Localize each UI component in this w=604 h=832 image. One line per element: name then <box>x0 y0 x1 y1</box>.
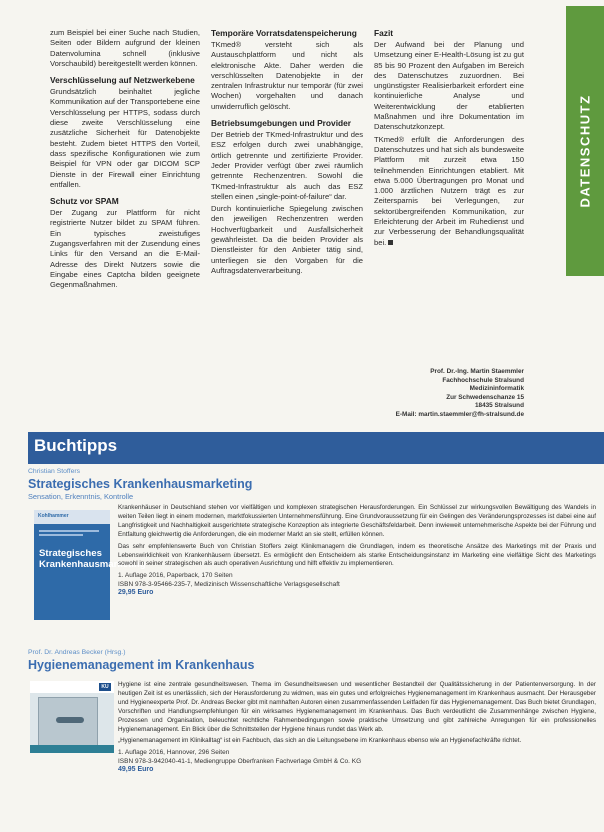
book-description <box>118 681 596 775</box>
book-tips-section <box>0 432 604 832</box>
section-text-encryption: Grundsätzlich beinhaltet jegliche Kommunikation auf der Transportebene eine Verschlüsselung per HTTPS, sodass durch diese zweite Verschlüsselung eine zusätzliche Sicherheit für Datenobjekte besteht. Zudem bietet HTTPS den Vorteil, dass spezifische Konfigurationen wie zum Beispiel für VPN oder gar DICOM SCP Dienste in der Firewall einer Einrichtung entfallen. <box>50 87 200 189</box>
book-cover-image <box>30 681 114 753</box>
section-heading-spam: Schutz vor SPAM <box>50 196 119 207</box>
book-meta <box>118 572 596 597</box>
book-isbn: ISBN 978-3-95466-235-7, Medizinisch Wissenschaftliche Verlagsgesellschaft <box>118 580 340 588</box>
book-edition: 1. Auflage 2016, Hannover, 296 Seiten <box>118 749 230 757</box>
book-title[interactable]: Hygienemanagement im Krankenhaus <box>28 658 255 672</box>
section-heading-provider: Betriebsumgebungen und Provider <box>211 118 352 129</box>
fazit-text-2 <box>374 135 524 248</box>
author-name: Prof. Dr.-Ing. Martin Staemmler <box>430 368 524 375</box>
cover-publisher: Kohlhammer <box>38 513 69 519</box>
article-column-1 <box>50 28 200 293</box>
book-author: Christian Stoffers <box>28 468 81 475</box>
book-title[interactable]: Strategisches Krankenhausmarketing <box>28 477 253 491</box>
section-heading-fazit: Fazit <box>374 28 394 38</box>
intro-paragraph: zum Beispiel bei einer Suche nach Studien, Seiten oder Bildern aufgrund der kleinen Datenvolumina schnell (inklusive Vorschaubild) bereitgestellt werden können. <box>50 28 200 68</box>
book-description-paragraph: „Hygienemanagement im Klinikalltag“ ist ein Fachbuch, das sich an die Leitungsebene im Krankenhaus ebenso wie an Hygienefachkräfte richtet. <box>118 737 522 745</box>
author-org: Fachhochschule Stralsund <box>442 376 524 384</box>
cover-line <box>39 530 99 532</box>
author-department: Medizininformatik <box>469 385 524 393</box>
author-box <box>374 368 524 420</box>
section-text-provider-2: Durch kontinuierliche Spiegelung zwischen den jeweiligen Rechenzentren werden Hochverfügbarkeit und Ausfallsicherheit gewährleistet. Da die beiden Provider als Dienstleister für den Anbieter tätig sind, unterliegen sie den Vorgaben für die Auftragsdatenverarbeitung. <box>211 204 363 275</box>
cover-publisher-badge: KU <box>99 683 111 691</box>
book-isbn: ISBN 978-3-942040-41-1, Mediengruppe Oberfranken Fachverlage GmbH & Co. KG <box>118 757 362 765</box>
article-column-3 <box>374 28 524 250</box>
book-description-paragraph: Hygiene ist eine zentrale gesundheitswesen. Thema im Gesundheitswesen und wesentlicher Bestandteil der Qualitätssicherung in der Patientenversorgung. In der heutigen Zeit ist es unerlässlich, sich der Herausforderung zu widmen, was ein gutes und erfolgreiches Hygienemanagement im Krankenhaus ausmacht. Der Herausgeber und Hygieneexperte Prof. Dr. Andreas Becker gibt mit namhaften Autoren einen zusammenfassenden Leitfaden für das Hygienemanagement. Das Buch bietet Grundlagen, Vorschriften und Handlungsempfehlungen für ein wirksames Hygienemanagement im Krankenhaus. Das Buch verdeutlicht die Zusammenhänge zwischen Hygiene, Prozessen und Organisation, beleuchtet rechtliche Rahmenbedingungen sowie praktische Umsetzung und gibt zahlreiche Anregungen für ein professionelles Hygienemanagement. Ein Blick über die Schnittstellen der Hygiene hinaus rundet das Werk ab. <box>118 681 596 733</box>
fazit-text-1: Der Aufwand bei der Planung und Umsetzung einer E-Health-Lösung ist zu gut 85 bis 90 Prozent den Aufgaben im Bereich des Datenschutzes zuzuordnen. Bei ungünstigster Realisierbarkeit erfordert eine kontinuierliche Analyse und Weiterentwicklung der etablierten Maßnahmen und ihre Dokumentation im Datenschutzkonzept. <box>374 40 524 132</box>
author-street: Zur Schwedenschanze 15 <box>446 393 524 401</box>
article-column-2 <box>211 28 363 278</box>
cover-door-illustration <box>38 697 98 749</box>
section-heading-storage: Temporäre Vorratsdatenspeicherung <box>211 28 357 38</box>
cover-band <box>34 510 110 524</box>
section-heading-encryption: Verschlüsselung auf Netzwerkebene <box>50 75 195 86</box>
side-tab-label: DATENSCHUTZ <box>577 94 593 208</box>
book-subtitle: Sensation, Erkenntnis, Kontrolle <box>28 492 134 501</box>
door-handle-icon <box>56 717 84 723</box>
book-price: 49,95 Euro <box>118 766 154 774</box>
cover-title: Strategisches Krankenhausmarketing <box>39 548 146 570</box>
book-price: 29,95 Euro <box>118 589 154 597</box>
end-mark-icon <box>388 240 393 245</box>
author-email[interactable]: E-Mail: martin.staemmler@fh-stralsund.de <box>395 410 524 418</box>
section-text-storage: TKmed® versteht sich als Austauschplattform und nicht als elektronische Akte. Daher werden die verschlüsselten Datenobjekte in der zentralen Infrastruktur nur temporär (für zwei Wochen) vorgehalten und danach unwiderruflich gelöscht. <box>211 40 363 111</box>
section-side-tab <box>566 0 604 396</box>
side-tab-bar <box>566 6 604 276</box>
section-text-provider-1: Der Betrieb der TKmed-Infrastruktur und des ESZ erfolgen durch zwei unabhängige, örtlich getrennte und zertifizierte Provider. Jeder Provider verfügt über zwei räumlich getrennte Rechenzentren. Sowohl die TKmed-Infrastruktur als auch das ESZ stellen einen „single-point-of-failure“ dar. <box>211 130 363 201</box>
cover-bottom-strip <box>30 745 114 753</box>
book-tips-title: Buchtipps <box>34 436 118 455</box>
fazit-text-2-content: TKmed® erfüllt die Anforderungen des Datenschutzes und hat sich als bundesweite Plattform mit zurzeit etwa 150 teilnehmenden Einrichtungen etabliert. Mit etwa 5.000 Übertragungen pro Monat und 1.000 ärztlichen Nutzern trägt es zur Zeitersparnis bei Verlegungen, zur sektorübergreifenden Kommunikation, zur Erleichterung der Arbeit im Ruhedienst und zur Verbesserung der Behandlungsqualität bei. <box>374 134 524 247</box>
book-description-paragraph: Krankenhäuser in Deutschland stehen vor vielfältigen und komplexen strategischen Herausforderungen. Ein Schlüssel zur wirkungsvollen Bewältigung des Wandels in weiten Teilen liegt in einem modernen, marktfokussierten Unternehmensführung. Eine Grundvoraussetzung für ein Gelingen des Veränderungsprozesses ist dabei eine auf Langfristigkeit und Nachhaltigkeit ausgerichtete strategische Konzeption als integrierte Geschäftsfeldarbeit. Denn inwieweit unternehmerische Aspekte bei der Führung und Entfaltung gleichwertig die Anforderungen, die ein moderner Markt an sie stellt, erfüllen können. <box>118 504 596 538</box>
book-author: Prof. Dr. Andreas Becker (Hrsg.) <box>28 649 126 656</box>
book-description-paragraph: Das sehr empfehlenswerte Buch von Christian Stoffers zeigt Klinikmanagern die Grundlagen, indem es theoretische Ansätze des Marketings mit der Praxis und Lebenswirklichkeit von Krankenhäusern übersetzt. Es ermöglicht den Entscheidern als starke Entscheidungsinstanz im Marketing eine vielfältige Sicht des Marketings sowohl in seiner strategischen als auch operativen Ausrichtung und hilft effektiv zu implementieren. <box>118 542 596 568</box>
book-meta <box>118 749 596 774</box>
book-edition: 1. Auflage 2016, Paperback, 170 Seiten <box>118 572 233 580</box>
cover-line <box>39 534 83 536</box>
book-entry <box>28 468 604 597</box>
section-text-spam: Der Zugang zur Plattform für nicht registrierte Nutzer bildet zu SPAM führen. Ein typisches zweistufiges Zugangsverfahren mit der Zusendung eines Links für den Versand an die E-Mail-Adresse des Direkt Nutzers sowie die Eingabe eines Captcha bilden geeignete Gegenmaßnahmen. <box>50 208 200 290</box>
book-tips-header <box>28 432 604 464</box>
book-entry <box>28 649 604 774</box>
book-description <box>118 504 596 598</box>
author-city: 18435 Stralsund <box>474 402 524 410</box>
